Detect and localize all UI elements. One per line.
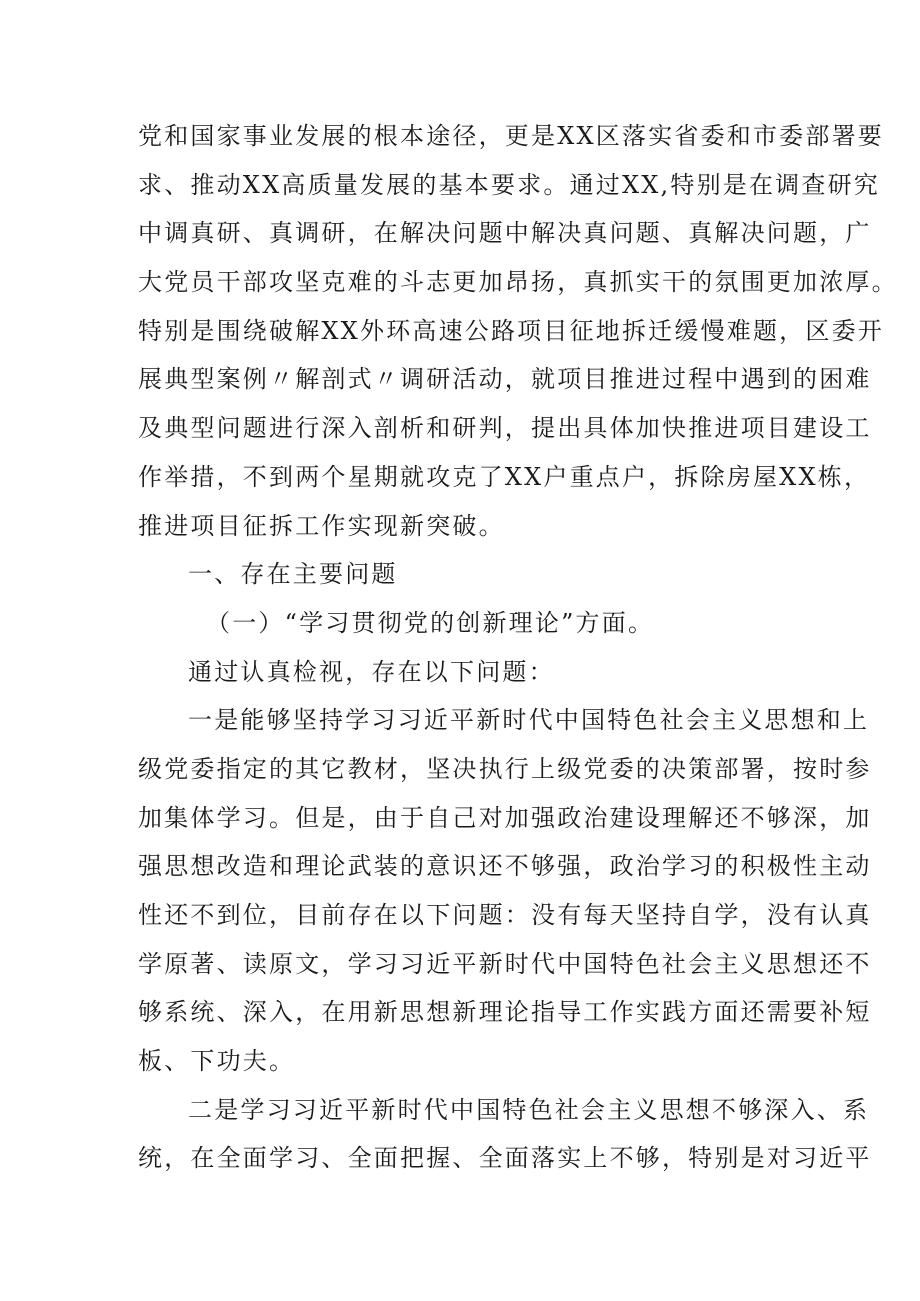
text-line: 级党委指定的其它教材，坚决执行上级党委的决策部署，按时参 xyxy=(138,754,872,783)
subsection-heading: （一）“学习贯彻党的创新理论”方面。 xyxy=(206,608,655,637)
text-line: 加集体学习。但是，由于自己对加强政治建设理解还不够深，加 xyxy=(138,803,872,832)
text-line: 学原著、读原文，学习习近平新时代中国特色社会主义思想还不 xyxy=(138,949,872,978)
text-line: 特别是围绕破解XX外环高速公路项目征地拆迁缓慢难题，区委开 xyxy=(138,316,884,345)
text-line: 党和国家事业发展的根本途径，更是XX区落实省委和市委部署要 xyxy=(138,122,884,150)
text-line: 大党员干部攻坚克难的斗志更加昂扬，真抓实干的氛围更加浓厚。 xyxy=(138,268,898,297)
text-line: 求、推动XX高质量发展的基本要求。通过XX,特别是在调查研究 xyxy=(138,170,880,199)
text-line: 中调真研、真调研，在解决问题中解决真问题、真解决问题，广 xyxy=(138,219,872,248)
text-line: 强思想改造和理论武装的意识还不够强，政治学习的积极性主动 xyxy=(138,852,872,881)
section-heading: 一、存在主要问题 xyxy=(188,560,398,589)
document-body xyxy=(138,112,898,1183)
text-line: 通过认真检视，存在以下问题： xyxy=(188,657,555,686)
text-line: 统，在全面学习、全面把握、全面落实上不够，特别是对习近平 xyxy=(138,1144,872,1173)
text-line: 推进项目征拆工作实现新突破。 xyxy=(138,511,505,540)
text-line: 性还不到位，目前存在以下问题：没有每天坚持自学，没有认真 xyxy=(138,901,872,929)
text-line: 板、下功夫。 xyxy=(138,1047,296,1076)
text-line: 及典型问题进行深入剖析和研判，提出具体加快推进项目建设工 xyxy=(138,414,872,443)
text-line: 作举措，不到两个星期就攻克了XX户重点户，拆除房屋XX栋， xyxy=(138,462,871,491)
text-line: 一是能够坚持学习习近平新时代中国特色社会主义思想和上 xyxy=(188,706,870,735)
text-line: 二是学习习近平新时代中国特色社会主义思想不够深入、系 xyxy=(188,1095,870,1124)
text-line: 够系统、深入，在用新思想新理论指导工作实践方面还需要补短 xyxy=(138,998,872,1027)
text-line: 展典型案例〃解剖式〃调研活动，就项目推进过程中遇到的困难 xyxy=(138,365,872,394)
